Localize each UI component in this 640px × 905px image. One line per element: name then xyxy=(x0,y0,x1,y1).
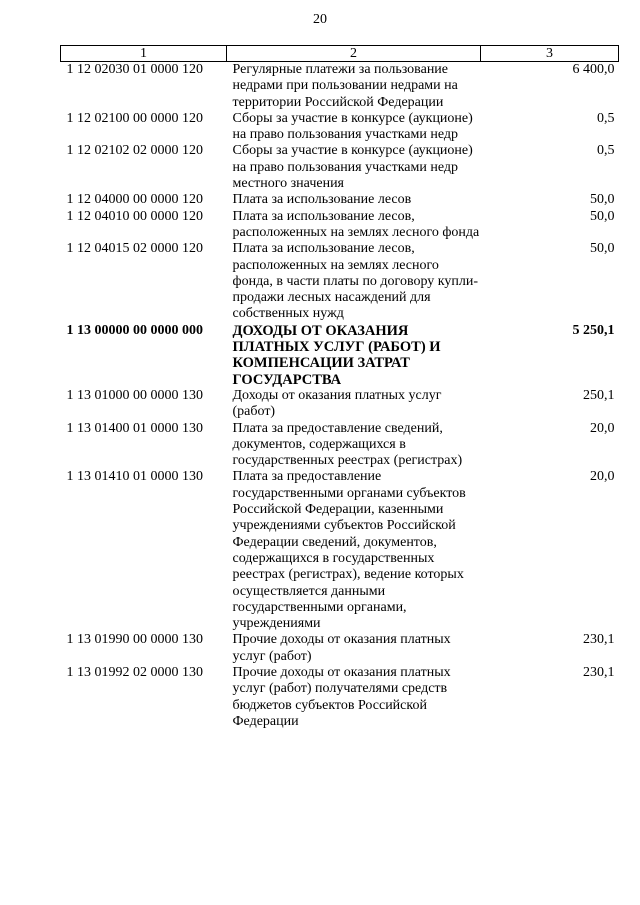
row-code-cell: 1 13 00000 00 0000 000 xyxy=(66,322,203,338)
row-amount-cell: 0,5 xyxy=(597,143,615,159)
table-row xyxy=(61,421,619,470)
revenue-table xyxy=(60,45,619,730)
row-amount-cell: 50,0 xyxy=(590,208,615,224)
row-name-cell: Плата за использование лесов xyxy=(232,192,412,208)
table-row xyxy=(61,469,619,632)
row-name-cell: Регулярные платежи за пользование недрами при пользовании недрами на территории Российской Федерации xyxy=(232,62,458,110)
row-amount-cell: 6 400,0 xyxy=(572,62,615,77)
row-amount-cell: 230,1 xyxy=(583,632,615,648)
row-code-cell: 1 12 02102 02 0000 120 xyxy=(66,143,203,159)
page-number: 20 xyxy=(313,12,327,27)
column-header-code: 1 xyxy=(61,46,227,62)
row-amount-cell: 0,5 xyxy=(597,110,615,126)
row-name-cell: Доходы от оказания платных услуг (работ) xyxy=(232,387,442,420)
table-row xyxy=(61,632,619,665)
row-code-cell: 1 13 01990 00 0000 130 xyxy=(66,632,203,648)
row-code-cell: 1 13 01400 01 0000 130 xyxy=(66,420,203,436)
table-header xyxy=(61,46,619,62)
table-row xyxy=(61,388,619,421)
table-row xyxy=(61,111,619,144)
table-row xyxy=(61,62,619,111)
table-row xyxy=(61,323,619,388)
table-row xyxy=(61,241,619,322)
table-row xyxy=(61,192,619,208)
row-name-cell: Плата за предоставление сведений, документов, содержащихся в государственных реестрах (регистрах) xyxy=(232,420,463,469)
row-amount-cell: 50,0 xyxy=(590,192,615,208)
row-code-cell: 1 12 02030 01 0000 120 xyxy=(66,62,203,77)
row-name-cell: Сборы за участие в конкурсе (аукционе) на право пользования участками недр xyxy=(232,110,473,143)
row-amount-cell: 20,0 xyxy=(590,420,615,436)
table-row xyxy=(61,209,619,242)
row-name-cell: Плата за использование лесов, расположенных на землях лесного фонда xyxy=(232,208,480,240)
header-row xyxy=(61,46,619,62)
row-code-cell: 1 13 01410 01 0000 130 xyxy=(66,469,203,485)
column-header-name: 2 xyxy=(227,46,481,62)
row-name-cell: Сборы за участие в конкурсе (аукционе) на право пользования участками недр местного значения xyxy=(232,143,473,192)
column-header-amount: 3 xyxy=(481,46,619,62)
row-code-cell: 1 12 04000 00 0000 120 xyxy=(66,192,203,208)
row-name-cell: Прочие доходы от оказания платных услуг (работ) xyxy=(232,632,451,664)
row-amount-cell: 250,1 xyxy=(583,387,615,403)
row-amount-cell: 50,0 xyxy=(590,241,615,257)
row-amount-cell: 230,1 xyxy=(583,664,615,680)
row-code-cell: 1 13 01000 00 0000 130 xyxy=(66,387,203,403)
row-amount-cell: 5 250,1 xyxy=(572,322,615,338)
row-code-cell: 1 12 04015 02 0000 120 xyxy=(66,241,203,257)
row-amount-cell: 20,0 xyxy=(590,469,615,485)
row-name-cell: ДОХОДЫ ОТ ОКАЗАНИЯ ПЛАТНЫХ УСЛУГ (РАБОТ) И КОМПЕНСАЦИИ ЗАТРАТ ГОСУДАРСТВА xyxy=(232,322,441,388)
row-name-cell: Плата за предоставление государственными органами субъектов Российской Федерации, казенными учреждениями субъектов Российской Федерации сведений, документов, содержащихся в государственных реестрах (регистрах), ведение которых осуществляется данными государственными органами, учреждениями xyxy=(232,469,466,632)
table-row xyxy=(61,665,619,730)
row-name-cell: Плата за использование лесов, расположенных на землях лесного фонда, в части платы по договору купли-продажи лесных насаждений для собственных нужд xyxy=(232,241,479,322)
row-name-cell: Прочие доходы от оказания платных услуг (работ) получателями средств бюджетов субъектов Российской Федерации xyxy=(232,664,451,729)
table-row xyxy=(61,143,619,192)
row-code-cell: 1 12 04010 00 0000 120 xyxy=(66,208,203,224)
table-body xyxy=(61,62,619,731)
row-code-cell: 1 12 02100 00 0000 120 xyxy=(66,110,203,126)
row-code-cell: 1 13 01992 02 0000 130 xyxy=(66,664,203,680)
